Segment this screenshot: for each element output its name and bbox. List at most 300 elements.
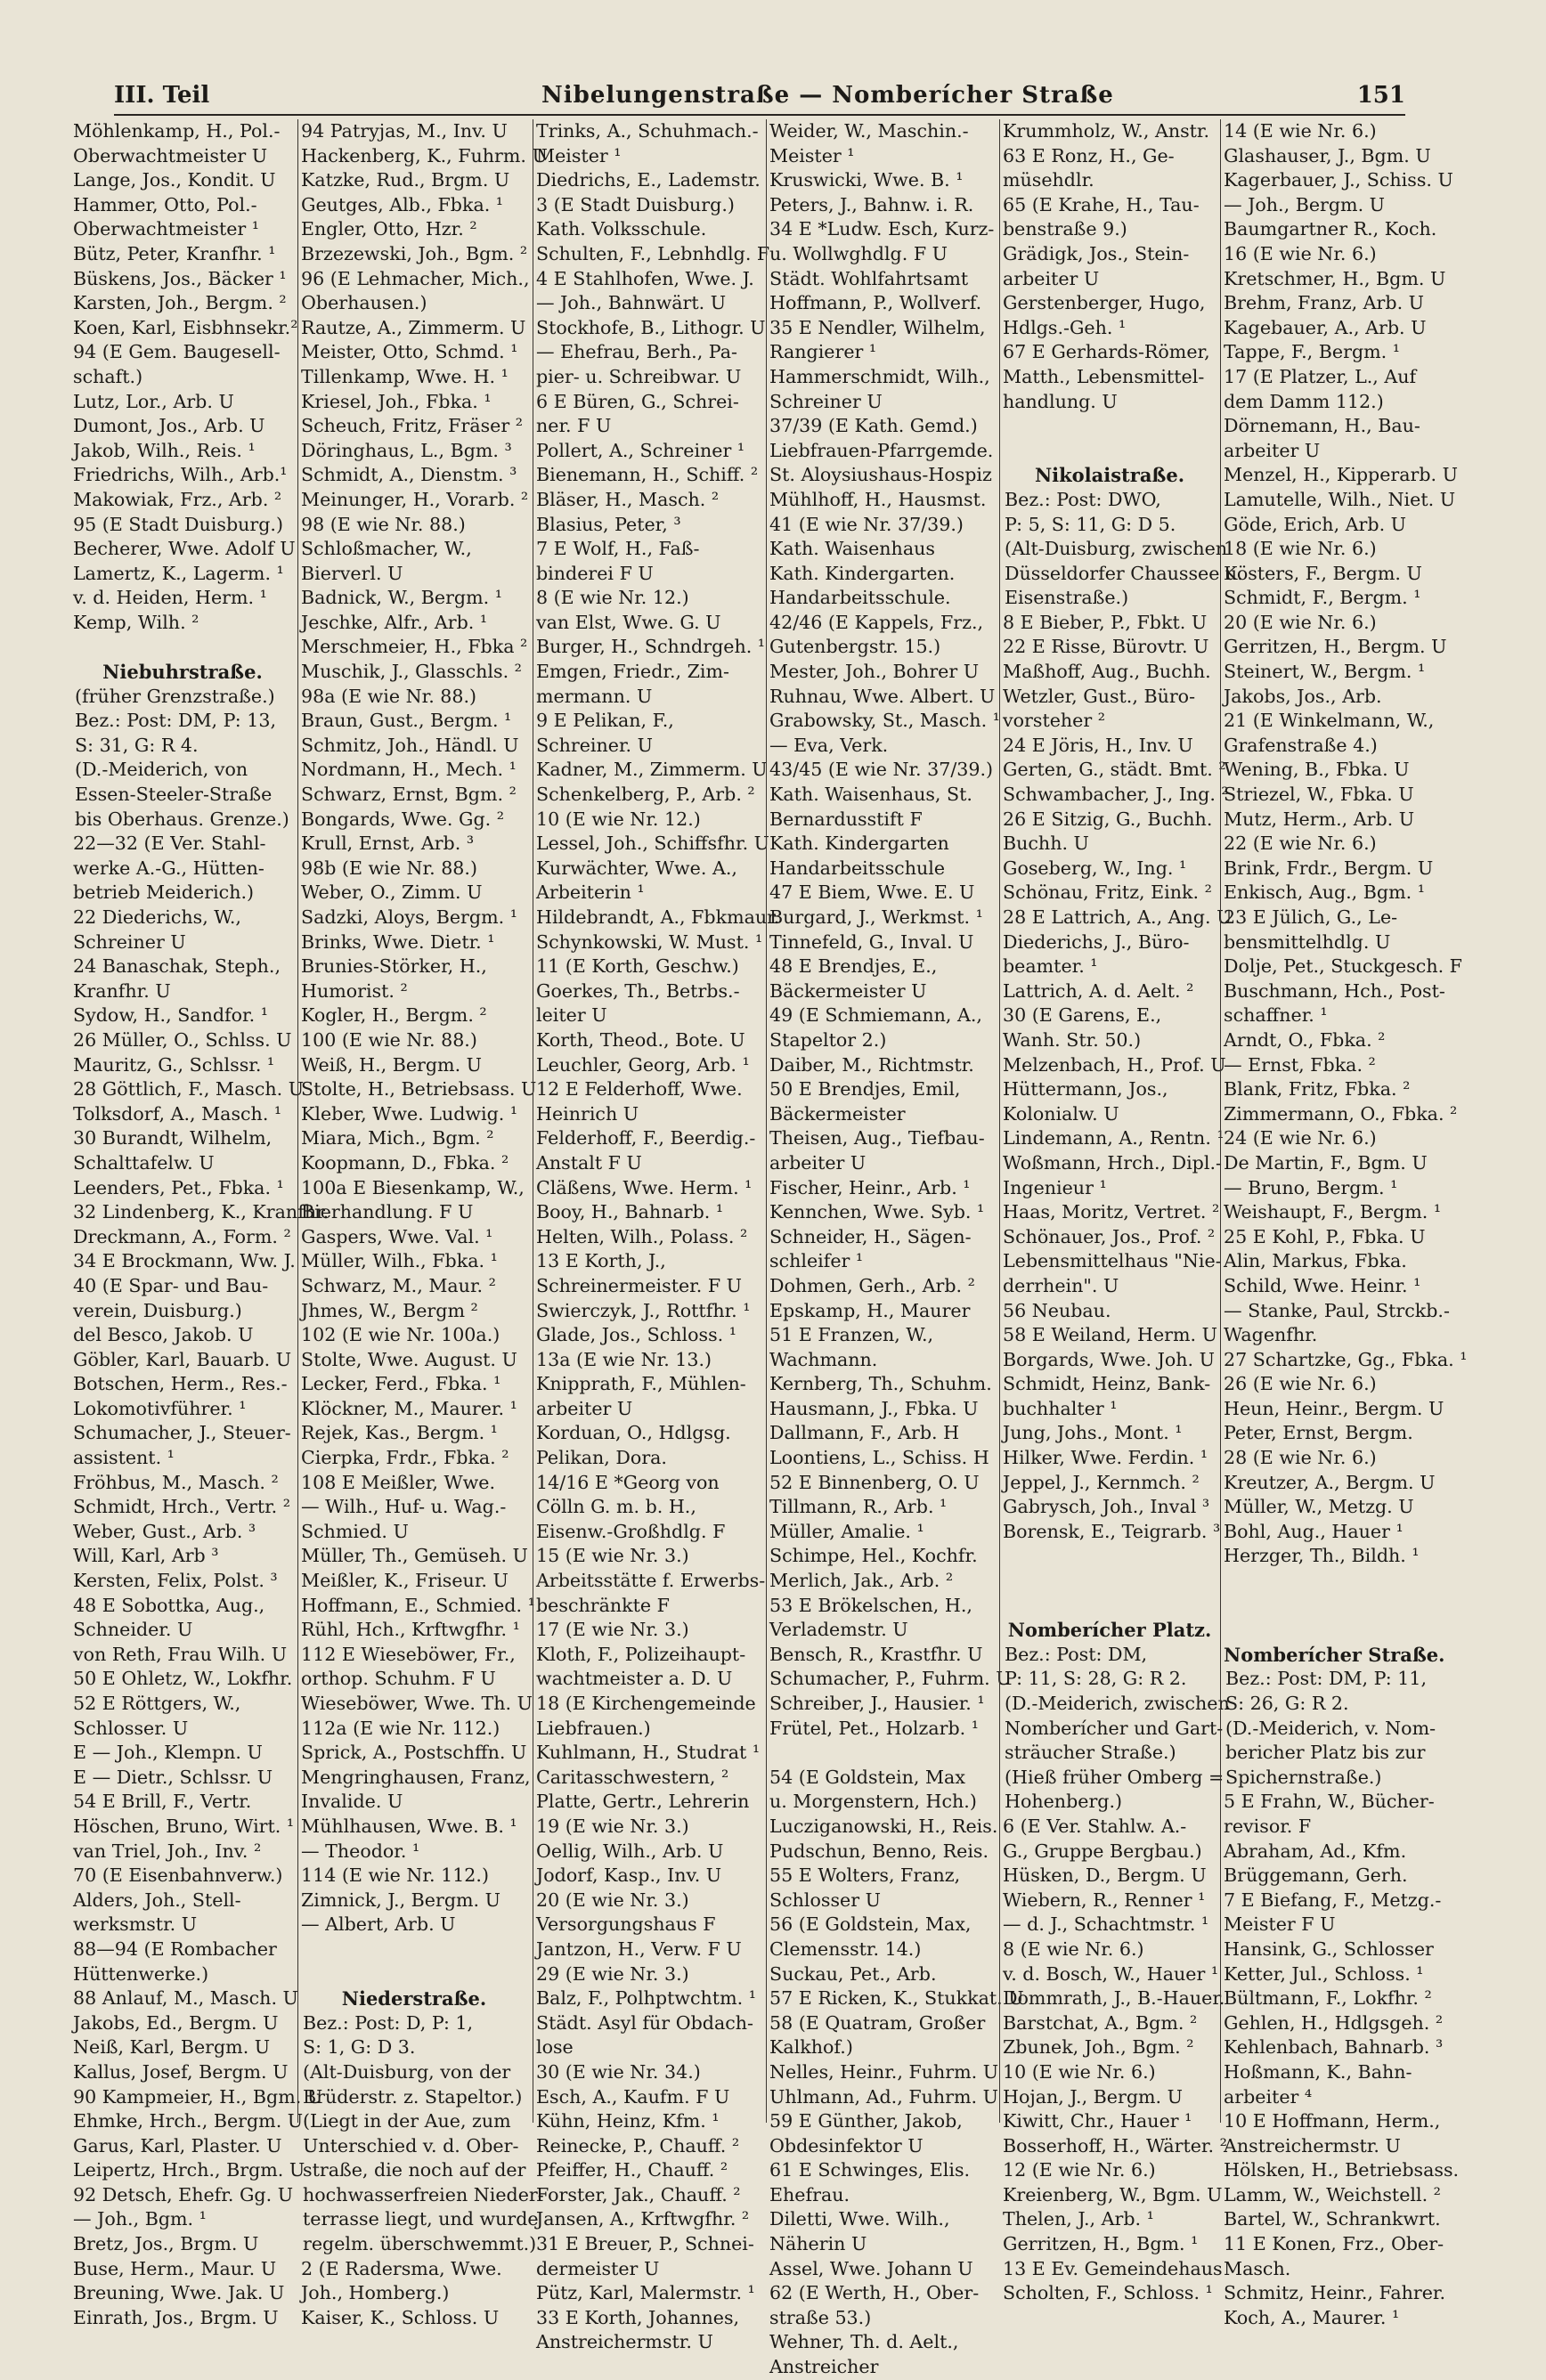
directory-entry: Kath. Kindergarten. <box>769 562 956 584</box>
directory-entry: E — Dietr., Schlssr. U <box>73 1766 273 1788</box>
directory-entry: 67 E Gerhards-Römer, <box>1003 341 1210 363</box>
directory-entry: Oberwachtmeister ¹ <box>73 218 260 240</box>
directory-entry: Ehmke, Hrch., Bergm. U <box>73 2110 304 2132</box>
directory-entry: Emgen, Friedr., Zim- <box>536 661 729 683</box>
directory-entry: Hojan, J., Bergm. U <box>1003 2085 1183 2108</box>
directory-entry: 55 E Wolters, Franz, <box>769 1864 961 1887</box>
directory-entry: 3 (E Stadt Duisburg.) <box>536 193 735 215</box>
directory-entry: Schenkelberg, P., Arb. ² <box>536 784 755 806</box>
directory-entry: Helten, Wilh., Polass. ² <box>536 1225 748 1247</box>
directory-entry: Wachmann. <box>769 1348 878 1370</box>
directory-entry: Schmidt, F., Bergm. ¹ <box>1224 587 1421 609</box>
directory-entry: Schmidt, Heinz, Bank- <box>1003 1373 1211 1395</box>
directory-entry: 21 (E Winkelmann, W., <box>1224 710 1435 732</box>
directory-entry: Uhlmann, Ad., Fuhrm. U <box>769 2085 998 2108</box>
directory-entry: 42/46 (E Kappels, Frz., <box>769 611 984 633</box>
directory-entry: Bongards, Wwe. Gg. ² <box>301 808 504 830</box>
directory-entry: E — Joh., Klempn. U <box>73 1742 263 1764</box>
directory-entry: 22 E Risse, Bürovtr. U <box>1003 636 1209 658</box>
directory-entry: 52 E Röttgers, W., <box>73 1693 241 1714</box>
directory-entry: Forster, Jak., Chauff. ² <box>536 2183 741 2205</box>
directory-entry: Handarbeitsschule. <box>769 587 951 609</box>
directory-entry: Wanh. Str. 50.) <box>1003 1028 1142 1051</box>
directory-entry: Kath. Waisenhaus <box>769 538 935 560</box>
directory-entry: Jakob, Wilh., Reis. ¹ <box>73 439 256 461</box>
directory-entry: — Joh., Bergm. U <box>1224 193 1386 215</box>
directory-entry: Zimmermann, O., Fbka. ² <box>1224 1102 1458 1125</box>
street-info-line: (Hieß früher Omberg = <box>1005 1766 1225 1788</box>
directory-entry: Lutz, Lor., Arb. U <box>73 390 234 412</box>
directory-entry: Blank, Fritz, Fbka. ² <box>1224 1078 1411 1101</box>
street-info-line: bis Oberhaus. Grenze.) <box>75 808 289 830</box>
directory-entry: Weiß, H., Bergm. U <box>301 1053 483 1076</box>
directory-entry: Goerkes, Th., Betrbs.- <box>536 979 740 1002</box>
directory-entry: Schmidt, A., Dienstm. ³ <box>301 464 517 486</box>
directory-entry: 31 E Breuer, P., Schnei- <box>536 2233 754 2255</box>
directory-entry: 50 E Brendjes, Emil, <box>769 1078 961 1101</box>
directory-entry: 6 E Büren, G., Schrei- <box>536 390 739 412</box>
street-info-line: P: 5, S: 11, G: D 5. <box>1005 513 1176 535</box>
directory-entry: Bläser, H., Masch. ² <box>536 488 720 510</box>
directory-entry: Haas, Moritz, Vertret. ² <box>1003 1201 1220 1223</box>
directory-entry: Krull, Ernst, Arb. ³ <box>301 833 475 855</box>
directory-entry: Balz, F., Polhptwchtm. ¹ <box>536 1987 756 2010</box>
directory-entry: schaft.) <box>73 365 143 387</box>
directory-entry: 65 (E Krahe, H., Tau- <box>1003 193 1200 215</box>
directory-entry: Hammer, Otto, Pol.- <box>73 193 257 215</box>
directory-entry: Mauritz, G., Schlssr. ¹ <box>73 1053 275 1076</box>
directory-entry: Städt. Wohlfahrtsamt <box>769 267 969 289</box>
directory-entry: handlung. U <box>1003 390 1118 412</box>
directory-entry: Weber, O., Zimm. U <box>301 881 483 904</box>
directory-entry: Lange, Jos., Kondit. U <box>73 169 276 191</box>
directory-entry: Gaspers, Wwe. Val. ¹ <box>301 1225 493 1247</box>
directory-entry: 100a E Biesenkamp, W., <box>301 1176 525 1198</box>
directory-entry: 8 (E wie Nr. 6.) <box>1003 1937 1144 1960</box>
directory-entry: Kadner, M., Zimmerm. U <box>536 759 768 781</box>
directory-entry: Anstreichermstr. U <box>536 2331 713 2353</box>
directory-entry: Kloth, F., Polizeihaupt- <box>536 1643 746 1665</box>
directory-entry: 14 (E wie Nr. 6.) <box>1224 120 1377 142</box>
directory-entry: verein, Duisburg.) <box>73 1299 242 1321</box>
directory-entry: arbeiter U <box>1224 439 1321 461</box>
directory-entry: Jakobs, Jos., Arb. <box>1224 685 1382 707</box>
directory-entry: Hammerschmidt, Wilh., <box>769 365 990 387</box>
directory-entry: Dallmann, F., Arb. H <box>769 1422 960 1444</box>
directory-entry: Oberwachtmeister U <box>73 144 268 167</box>
directory-entry: Schneider. U <box>73 1619 193 1641</box>
directory-entry: Lamm, W., Weichstell. ² <box>1224 2183 1441 2205</box>
directory-entry: ner. F U <box>536 415 612 437</box>
directory-entry: Lessel, Joh., Schiffsfhr. U <box>536 833 770 855</box>
directory-entry: 34 E Brockmann, Ww. J. <box>73 1250 296 1272</box>
directory-entry: Maßhoff, Aug., Buchh. <box>1003 661 1211 683</box>
directory-entry: 4 E Stahlhofen, Wwe. J. <box>536 267 754 289</box>
directory-entry: wachtmeister a. D. U <box>536 1668 733 1690</box>
directory-entry: Burgard, J., Werkmst. ¹ <box>769 906 983 928</box>
directory-entry: Schlosser U <box>769 1889 881 1911</box>
directory-entry: Goseberg, W., Ing. ¹ <box>1003 857 1187 879</box>
directory-entry: Oellig, Wilh., Arb. U <box>536 1840 724 1862</box>
directory-entry: Scheuch, Fritz, Fräser ² <box>301 415 523 437</box>
directory-entry: — Stanke, Paul, Strckb.- <box>1224 1299 1450 1321</box>
directory-entry: Kalkhof.) <box>769 2036 853 2059</box>
directory-entry: Grädigk, Jos., Stein- <box>1003 242 1190 264</box>
directory-entry: 24 E Jöris, H., Inv. U <box>1003 734 1193 756</box>
directory-entry: Jeppel, J., Kernmch. ² <box>1003 1471 1200 1493</box>
street-info-line: sträucher Straße.) <box>1005 1742 1176 1764</box>
directory-entry: — d. J., Schachtmstr. ¹ <box>1003 1913 1209 1936</box>
street-info-line: Unterschied v. d. Ober- <box>303 2134 519 2157</box>
directory-entry: u. Morgenstern, Hch.) <box>769 1791 977 1813</box>
directory-entry: De Martin, F., Bgm. U <box>1224 1151 1428 1174</box>
directory-entry: Schloßmacher, W., <box>301 538 472 560</box>
street-info-line: Spichernstraße.) <box>1225 1766 1382 1788</box>
directory-entry: Wagenfhr. <box>1224 1324 1318 1346</box>
directory-entry: mermann. U <box>536 685 653 707</box>
directory-entry: Schwambacher, J., Ing. ² <box>1003 784 1229 806</box>
directory-entry: bensmittelhdlg. U <box>1224 930 1391 953</box>
directory-entry: Epskamp, H., Maurer <box>769 1299 971 1321</box>
directory-entry: arbeiter U <box>536 1397 633 1419</box>
directory-entry: benstraße 9.) <box>1003 218 1127 240</box>
directory-entry: Kallus, Josef, Bergm. U <box>73 2060 289 2083</box>
directory-entry: 108 E Meißler, Wwe. <box>301 1471 496 1493</box>
directory-entry: Schimpe, Hel., Kochfr. <box>769 1545 978 1567</box>
directory-entry: 48 E Brendjes, E., <box>769 955 938 978</box>
directory-entry: Barstchat, A., Bgm. ² <box>1003 2011 1198 2034</box>
directory-entry: Assel, Wwe. Johann U <box>769 2257 973 2279</box>
directory-entry: Muschik, J., Glasschls. ² <box>301 661 522 683</box>
directory-entry: 58 (E Quatram, Großer <box>769 2011 986 2034</box>
directory-entry: schleifer ¹ <box>769 1250 864 1272</box>
directory-entry: Schmied. U <box>301 1520 409 1542</box>
directory-entry: Tillmann, R., Arb. ¹ <box>769 1496 948 1518</box>
directory-entry: 11 (E Korth, Geschw.) <box>536 955 739 978</box>
street-info-line: bericher Platz bis zur <box>1225 1742 1426 1764</box>
directory-entry: Schreiber, J., Hausier. ¹ <box>769 1693 985 1714</box>
directory-entry: 51 E Franzen, W., <box>769 1324 934 1346</box>
directory-entry: del Besco, Jakob. U <box>73 1324 254 1346</box>
directory-entry: Melzenbach, H., Prof. U <box>1003 1053 1226 1076</box>
street-range-title: Nibelungenstraße — Nomberícher Straße <box>541 82 1114 109</box>
directory-entry: straße 53.) <box>769 2306 872 2328</box>
directory-entry: Gerritzen, H., Bgm. ¹ <box>1003 2233 1199 2255</box>
directory-entry: 112a (E wie Nr. 112.) <box>301 1717 500 1739</box>
directory-entry: 6 (E Ver. Stahlw. A.- <box>1003 1815 1187 1837</box>
directory-entry: 18 (E wie Nr. 6.) <box>1224 538 1377 560</box>
directory-entry: 59 E Günther, Jakob, <box>769 2110 963 2132</box>
directory-entry: v. d. Heiden, Herm. ¹ <box>73 587 267 609</box>
directory-entry: Versorgungshaus F <box>536 1913 716 1936</box>
street-heading: Nikolaistraße. <box>1034 464 1185 487</box>
directory-entry: Müller, Wilh., Fbka. ¹ <box>301 1250 498 1272</box>
directory-entry: Jhmes, W., Bergm ² <box>301 1299 478 1321</box>
directory-entry: Makowiak, Frz., Arb. ² <box>73 488 282 510</box>
directory-entry: Cierpka, Frdr., Fbka. ² <box>301 1447 509 1469</box>
directory-entry: Anstreichermstr. U <box>1224 2134 1401 2157</box>
directory-entry: Dolje, Pet., Stuckgesch. F <box>1224 955 1462 978</box>
directory-entry: Rejek, Kas., Bergm. ¹ <box>301 1422 498 1444</box>
directory-entry: Tillenkamp, Wwe. H. ¹ <box>301 365 509 387</box>
directory-entry: Schwarz, M., Maur. ² <box>301 1274 496 1296</box>
directory-entry: Pollert, A., Schreiner ¹ <box>536 439 745 461</box>
directory-entry: Kriesel, Joh., Fbka. ¹ <box>301 390 492 412</box>
directory-entry: Bäckermeister <box>769 1102 906 1125</box>
directory-entry: Buse, Herm., Maur. U <box>73 2257 277 2279</box>
directory-entry: Kogler, H., Bergm. ² <box>301 1004 487 1027</box>
directory-entry: Kennchen, Wwe. Syb. ¹ <box>769 1201 985 1223</box>
directory-entry: Tinnefeld, G., Inval. U <box>769 930 974 953</box>
directory-entry: Breuning, Wwe. Jak. U <box>73 2282 285 2304</box>
directory-entry: 22 (E wie Nr. 6.) <box>1224 833 1377 855</box>
directory-entry: Mester, Joh., Bohrer U <box>769 661 980 683</box>
street-info-line: P: 11, S: 28, G: R 2. <box>1005 1668 1187 1690</box>
directory-entry: Bierhandlung. F U <box>301 1201 474 1223</box>
directory-entry: Pfeiffer, H., Chauff. ² <box>536 2159 728 2181</box>
directory-entry: 10 E Hoffmann, Herm., <box>1224 2110 1441 2132</box>
directory-entry: Lamertz, K., Lagerm. ¹ <box>73 562 284 584</box>
directory-entry: 5 E Frahn, W., Bücher- <box>1224 1791 1435 1813</box>
directory-entry: Masch. <box>1224 2257 1291 2279</box>
directory-entry: Arbeiterin ¹ <box>536 881 645 904</box>
directory-entry: Bernardusstift F <box>769 808 923 830</box>
directory-entry: Kleber, Wwe. Ludwig. ¹ <box>301 1102 518 1125</box>
blank-line <box>1003 414 1216 439</box>
directory-entry: Brüggemann, Gerh. <box>1224 1864 1408 1887</box>
directory-entry: Oberhausen.) <box>301 292 427 314</box>
directory-entry: Meister ¹ <box>769 144 855 167</box>
directory-entry: Kagerbauer, J., Schiss. U <box>1224 169 1453 191</box>
directory-entry: Brehm, Franz, Arb. U <box>1224 292 1425 314</box>
directory-entry: Schlosser. U <box>73 1717 189 1739</box>
directory-entry: Schynkowski, W. Must. ¹ <box>536 930 763 953</box>
street-info-line: hochwasserfreien Nieder- <box>303 2183 544 2205</box>
directory-entry: Schreiner U <box>769 390 883 412</box>
directory-entry: Tappe, F., Bergm. ¹ <box>1224 341 1401 363</box>
street-info-line: (D.-Meiderich, zwischen <box>1005 1693 1230 1714</box>
directory-entry: Stolte, H., Betriebsass. U <box>301 1078 537 1101</box>
directory-entry: Döringhaus, L., Bgm. ³ <box>301 439 512 461</box>
directory-entry: Knipprath, F., Mühlen- <box>536 1373 746 1395</box>
directory-entry: Müller, W., Metzg. U <box>1224 1496 1414 1518</box>
directory-entry: Hölsken, H., Betriebsass. <box>1224 2159 1460 2181</box>
part-label: III. Teil <box>114 82 210 109</box>
blank-line <box>769 1741 994 1766</box>
directory-entry: orthop. Schuhm. F U <box>301 1668 496 1690</box>
directory-entry: Sadzki, Aloys, Bergm. ¹ <box>301 906 517 928</box>
directory-entry: Dörnemann, H., Bau- <box>1224 415 1420 437</box>
blank-line <box>73 635 292 660</box>
directory-entry: 47 E Biem, Wwe. E. U <box>769 881 975 904</box>
directory-entry: Kretschmer, H., Bgm. U <box>1224 267 1446 289</box>
directory-entry: Wetzler, Gust., Büro- <box>1003 685 1196 707</box>
directory-entry: Kernberg, Th., Schuhm. <box>769 1373 992 1395</box>
directory-entry: 40 (E Spar- und Bau- <box>73 1274 269 1296</box>
directory-entry: — Wilh., Huf- u. Wag.- <box>301 1496 507 1518</box>
directory-entry: Schwarz, Ernst, Bgm. ² <box>301 784 517 806</box>
directory-entry: Bierverl. U <box>301 562 403 584</box>
directory-entry: Bültmann, F., Lokfhr. ² <box>1224 1987 1432 2010</box>
directory-entry: 27 Schartzke, Gg., Fbka. ¹ <box>1224 1348 1468 1370</box>
directory-entry: Kaiser, K., Schloss. U <box>301 2306 500 2328</box>
directory-entry: Schild, Wwe. Heinr. ¹ <box>1224 1274 1421 1296</box>
street-info-line: Brüderstr. z. Stapeltor.) <box>303 2085 523 2108</box>
directory-entry: 16 (E wie Nr. 6.) <box>1224 242 1377 264</box>
directory-entry: 13 E Ev. Gemeindehaus <box>1003 2257 1223 2279</box>
directory-entry: Karsten, Joh., Bergm. ² <box>73 292 287 314</box>
directory-entry: Glade, Jos., Schloss. ¹ <box>536 1324 737 1346</box>
directory-entry: 114 (E wie Nr. 112.) <box>301 1864 489 1887</box>
directory-entry: Müller, Amalie. ¹ <box>769 1520 924 1542</box>
directory-entry: Meinunger, H., Vorarb. ² <box>301 488 529 510</box>
blank-line <box>1224 1618 1439 1643</box>
directory-entry: Peters, J., Bahnw. i. R. <box>769 193 974 215</box>
directory-entry: Lucziganowski, H., Reis. <box>769 1815 998 1837</box>
directory-entry: — Theodor. ¹ <box>301 1840 420 1862</box>
directory-entry: Felderhoff, F., Beerdig.- <box>536 1127 756 1149</box>
directory-entry: 26 Müller, O., Schlss. U <box>73 1028 292 1051</box>
directory-entry: Nordmann, H., Mech. ¹ <box>301 759 517 781</box>
directory-entry: Rangierer ¹ <box>769 341 877 363</box>
directory-entry: Borgards, Wwe. Joh. U <box>1003 1348 1215 1370</box>
directory-entry: 18 (E Kirchengemeinde <box>536 1693 756 1714</box>
directory-entry: binderei F U <box>536 562 654 584</box>
street-info-line: Bez.: Post: DM, <box>1005 1643 1148 1665</box>
directory-entry: Steinert, W., Bergm. ¹ <box>1224 661 1426 683</box>
directory-entry: u. Wollwghdlg. F U <box>769 242 948 264</box>
directory-entry: 61 E Schwinges, Elis. <box>769 2159 971 2181</box>
directory-entry: Mühlhausen, Wwe. B. ¹ <box>301 1815 517 1837</box>
directory-entry: Scholten, F., Schloss. ¹ <box>1003 2282 1213 2304</box>
directory-entry: dermeister U <box>536 2257 660 2279</box>
directory-entry: Zbunek, Joh., Bgm. ² <box>1003 2036 1194 2059</box>
directory-entry: 54 (E Goldstein, Max <box>769 1766 965 1788</box>
street-info-line: terrasse liegt, und wurde <box>303 2208 539 2230</box>
directory-entry: 95 (E Stadt Duisburg.) <box>73 513 284 535</box>
directory-entry: 94 (E Gem. Baugesell- <box>73 341 281 363</box>
directory-entry: Stapeltor 2.) <box>769 1028 887 1051</box>
directory-entry: Dreckmann, A., Form. ² <box>73 1225 291 1247</box>
directory-entry: Gerten, G., städt. Bmt. ² <box>1003 759 1226 781</box>
directory-entry: Booy, H., Bahnarb. ¹ <box>536 1201 724 1223</box>
directory-entry: Glashauser, J., Bgm. U <box>1224 144 1431 167</box>
directory-entry: Jakobs, Ed., Bergm. U <box>73 2011 279 2034</box>
directory-entry: Weber, Gust., Arb. ³ <box>73 1520 256 1542</box>
directory-entry: assistent. ¹ <box>73 1447 175 1469</box>
directory-entry: Jantzon, H., Verw. F U <box>536 1937 742 1960</box>
directory-entry: Kösters, F., Bergm. U <box>1224 562 1422 584</box>
directory-entry: Hansink, G., Schlosser <box>1224 1937 1434 1960</box>
directory-entry: Hoffmann, P., Wollverf. <box>769 292 982 314</box>
directory-entry: 102 (E wie Nr. 100a.) <box>301 1324 500 1346</box>
directory-entry: Bienemann, H., Schiff. ² <box>536 464 759 486</box>
directory-entry: 48 E Sobottka, Aug., <box>73 1594 265 1616</box>
directory-entry: 32 Lindenberg, K., Kranfhr. <box>73 1201 330 1223</box>
directory-entry: Badnick, W., Bergm. ¹ <box>301 587 502 609</box>
directory-entry: Zimnick, J., Bergm. U <box>301 1889 500 1911</box>
street-info-line: Essen-Steeler-Straße <box>75 784 273 806</box>
directory-entry: Leipertz, Hrch., Brgm. U <box>73 2159 305 2181</box>
directory-entry: betrieb Meiderich.) <box>73 881 255 904</box>
street-info-line: (Alt-Duisburg, von der <box>303 2060 511 2083</box>
directory-entry: Göde, Erich, Arb. U <box>1224 513 1407 535</box>
street-heading: Niederstraße. <box>341 1987 487 2010</box>
directory-entry: Ketter, Jul., Schloss. ¹ <box>1224 1962 1424 1985</box>
directory-entry: beamter. ¹ <box>1003 955 1098 978</box>
directory-entry: Humorist. ² <box>301 979 408 1002</box>
directory-entry: Lecker, Ferd., Fbka. ¹ <box>301 1373 501 1395</box>
directory-entry: müsehdlr. <box>1003 169 1094 191</box>
street-heading: Niebuhrstraße. <box>102 661 263 684</box>
directory-entry: Hausmann, J., Fbka. U <box>769 1397 979 1419</box>
directory-entry: Korth, Theod., Bote. U <box>536 1028 745 1051</box>
directory-entry: Hüsken, D., Bergm. U <box>1003 1864 1207 1887</box>
directory-column-6 <box>1224 119 1468 2328</box>
directory-entry: Diederichs, J., Büro- <box>1003 930 1190 953</box>
directory-entry: 13 E Korth, J., <box>536 1250 666 1272</box>
directory-entry: Garus, Karl, Plaster. U <box>73 2134 282 2157</box>
directory-entry: Mühlhoff, H., Hausmst. <box>769 488 987 510</box>
directory-entry: Invalide. U <box>301 1791 403 1813</box>
directory-entry: Hdlgs.-Geh. ¹ <box>1003 316 1127 338</box>
directory-entry: 28 Göttlich, F., Masch. U <box>73 1078 305 1101</box>
directory-entry: Botschen, Herm., Res.- <box>73 1373 288 1395</box>
directory-entry: beschränkte F <box>536 1594 670 1616</box>
directory-entry: Reinecke, P., Chauff. ² <box>536 2134 740 2157</box>
directory-entry: — Ehefrau, Berh., Pa- <box>536 341 737 363</box>
street-info-line: Düsseldorfer Chaussee u. <box>1005 562 1243 584</box>
directory-entry: Heun, Heinr., Bergm. U <box>1224 1397 1444 1419</box>
directory-entry: 57 E Ricken, K., Stukkat. U <box>769 1987 1024 2010</box>
directory-entry: Kiwitt, Chr., Hauer ¹ <box>1003 2110 1192 2132</box>
directory-entry: Koen, Karl, Eisbhnsekr.² <box>73 316 298 338</box>
directory-entry: dem Damm 112.) <box>1224 390 1384 412</box>
directory-entry: 28 E Lattrich, A., Ang. U <box>1003 906 1233 928</box>
directory-entry: 7 E Biefang, F., Metzg.- <box>1224 1889 1442 1911</box>
directory-entry: 13a (E wie Nr. 13.) <box>536 1348 712 1370</box>
directory-entry: Fischer, Heinr., Arb. ¹ <box>769 1176 971 1198</box>
directory-entry: 2 (E Radersma, Wwe. <box>301 2257 502 2279</box>
directory-entry: 26 (E wie Nr. 6.) <box>1224 1373 1377 1395</box>
directory-entry: 54 E Brill, F., Vertr. <box>73 1791 252 1813</box>
directory-entry: Frütel, Pet., Holzarb. ¹ <box>769 1717 980 1739</box>
directory-entry: 30 (E Garens, E., <box>1003 1004 1162 1027</box>
street-info-line: Bez.: Post: DWO, <box>1005 488 1161 510</box>
directory-entry: Schönau, Fritz, Eink. ² <box>1003 881 1212 904</box>
directory-entry: Kehlenbach, Bahnarb. ³ <box>1224 2036 1444 2059</box>
directory-entry: Kath. Kindergarten <box>769 833 949 855</box>
directory-entry: Koopmann, D., Fbka. ² <box>301 1151 509 1174</box>
directory-entry: Striezel, W., Fbka. U <box>1224 784 1414 806</box>
directory-entry: 98b (E wie Nr. 88.) <box>301 857 477 879</box>
directory-entry: Brzezewski, Joh., Bgm. ² <box>301 242 528 264</box>
directory-entry: Enkisch, Aug., Bgm. ¹ <box>1224 881 1425 904</box>
directory-entry: 20 (E wie Nr. 3.) <box>536 1889 689 1911</box>
directory-entry: 26 E Sitzig, G., Buchh. <box>1003 808 1213 830</box>
directory-entry: Pütz, Karl, Malermstr. ¹ <box>536 2282 755 2304</box>
directory-entry: Kagebauer, A., Arb. U <box>1224 316 1427 338</box>
street-info-line: straße, die noch auf der <box>303 2159 526 2181</box>
directory-entry: van Triel, Joh., Inv. ² <box>73 1840 262 1862</box>
directory-entry: 98a (E wie Nr. 88.) <box>301 685 477 707</box>
column-divider <box>766 119 767 2123</box>
directory-entry: Katzke, Rud., Brgm. U <box>301 169 510 191</box>
directory-entry: Städt. Asyl für Obdach- <box>536 2011 753 2034</box>
directory-entry: Eisenw.-Großhdlg. F <box>536 1520 726 1542</box>
directory-entry: Korduan, O., Hdlgsg. <box>536 1422 731 1444</box>
directory-entry: Bosserhoff, H., Wärter. ² <box>1003 2134 1227 2157</box>
